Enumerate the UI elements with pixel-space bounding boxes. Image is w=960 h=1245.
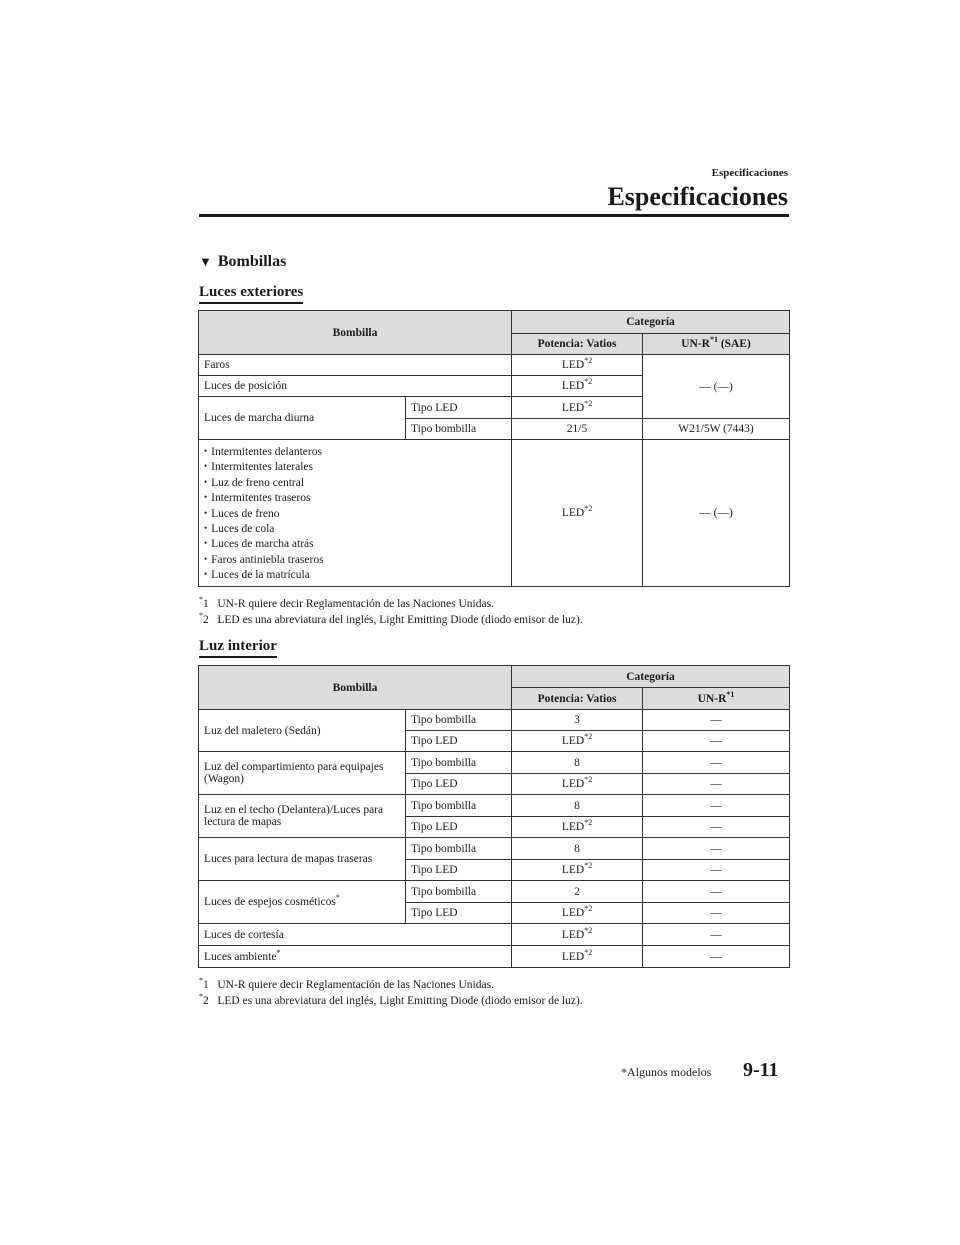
running-header-title: Especificaciones [607, 182, 788, 211]
header-unr-sae: $UN-R^{*1}$ (SAE) [643, 334, 790, 355]
watt-value: LED$^{*2}$ [512, 860, 643, 881]
table-row [199, 355, 790, 376]
standard-value: — [643, 817, 790, 838]
triangle-marker-icon: ▼ [199, 254, 212, 269]
bulb-name: Luces para lectura de mapas traseras [199, 838, 406, 881]
header-categoria: Categoría [512, 666, 790, 688]
footnote: *2 LED es una abreviatura del inglés, Light Emitting Diode (diodo emisor de luz). [199, 611, 583, 626]
watt-value: LED$^{*2}$ [512, 774, 643, 795]
standard-value: — (—) [643, 440, 790, 587]
standard-value: — [643, 731, 790, 752]
watt-value: 8 [512, 795, 643, 817]
exterior-subtitle: Luces exteriores [199, 284, 303, 304]
watt-value: LED$^{*2}$ [512, 376, 643, 397]
header-rule [199, 214, 789, 217]
running-header-small: Especificaciones [711, 167, 788, 179]
footnote: *1 UN-R quiere decir Reglamentación de las Naciones Unidas. [199, 976, 494, 991]
watt-value: LED$^{*2}$ [512, 355, 643, 376]
section-title [199, 253, 286, 271]
table-row [199, 752, 790, 774]
bulb-list-cell [199, 440, 512, 587]
bulb-type: Tipo LED [406, 903, 512, 924]
table-row [199, 838, 790, 860]
interior-subtitle: Luz interior [199, 638, 277, 658]
standard-value: — [643, 710, 790, 731]
bulb-type: Tipo LED [406, 731, 512, 752]
interior-footnotes [199, 977, 583, 1009]
bulb-type: Tipo LED [406, 774, 512, 795]
list-item: • Faros antiniebla traseros [204, 553, 506, 568]
standard-value: — [643, 838, 790, 860]
standard-value: — [643, 924, 790, 946]
bulb-name: Luz en el techo (Delantera)/Luces para lectura de mapas [199, 795, 406, 838]
watt-value: LED$^{*2}$ [512, 903, 643, 924]
bulb-type: Tipo bombilla [406, 838, 512, 860]
list-item: • Intermitentes delanteros [204, 445, 506, 460]
watt-value: LED$^{*2}$ [512, 397, 643, 419]
exterior-footnotes [199, 596, 583, 628]
bulb-name: Luces de cortesía [199, 924, 512, 946]
list-item: • Luces de la matrícula [204, 568, 506, 583]
bulb-name: Luces ambiente* [199, 946, 512, 968]
watt-value: LED$^{*2}$ [512, 924, 643, 946]
footnote: *2 LED es una abreviatura del inglés, Light Emitting Diode (diodo emisor de luz). [199, 992, 583, 1007]
standard-value: — [643, 860, 790, 881]
list-item: • Intermitentes traseros [204, 491, 506, 506]
header-categoria: Categoría [512, 311, 790, 334]
list-item: • Luces de cola [204, 522, 506, 537]
bulb-type: Tipo LED [406, 860, 512, 881]
page-number: 9-11 [743, 1059, 779, 1081]
header-bombilla: Bombilla [199, 311, 512, 355]
standard-value: — [643, 795, 790, 817]
watt-value: LED$^{*2}$ [512, 817, 643, 838]
bulb-name: Faros [199, 355, 512, 376]
bulb-type: Tipo bombilla [406, 752, 512, 774]
watt-value: LED$^{*2}$ [512, 946, 643, 968]
list-item: • Intermitentes laterales [204, 460, 506, 475]
standard-value: — [643, 752, 790, 774]
bulb-type: Tipo bombilla [406, 419, 512, 440]
header-unr: $UN-R^{*1}$ [643, 688, 790, 710]
standard-value: — [643, 946, 790, 968]
list-item: • Luces de freno [204, 507, 506, 522]
section-title-text: Bombillas [217, 253, 287, 270]
watt-value: 8 [512, 838, 643, 860]
footer-note: *Algunos modelos [621, 1065, 712, 1079]
exterior-lights-table [198, 310, 790, 587]
table-row [199, 710, 790, 731]
bulb-type: Tipo LED [406, 397, 512, 419]
bulb-type: Tipo bombilla [406, 881, 512, 903]
standard-value: — (—) [643, 355, 790, 419]
table-row [199, 924, 790, 946]
watt-value: 2 [512, 881, 643, 903]
watt-value: 8 [512, 752, 643, 774]
table-row [199, 795, 790, 817]
watt-value: LED$^{*2}$ [512, 731, 643, 752]
bulb-type: Tipo LED [406, 817, 512, 838]
bulb-type: Tipo bombilla [406, 710, 512, 731]
bulb-type: Tipo bombilla [406, 795, 512, 817]
table-row [199, 946, 790, 968]
bulb-name: Luces de espejos cosméticos* [199, 881, 406, 924]
table-row [199, 440, 790, 587]
standard-value: — [643, 903, 790, 924]
standard-value: — [643, 774, 790, 795]
header-potencia: Potencia: Vatios [512, 688, 643, 710]
bulb-name: Luz del compartimiento para equipajes (Wagon) [199, 752, 406, 795]
header-bombilla: Bombilla [199, 666, 512, 710]
watt-value: 3 [512, 710, 643, 731]
footnote: *1 UN-R quiere decir Reglamentación de las Naciones Unidas. [199, 595, 494, 610]
watt-value: 21/5 [512, 419, 643, 440]
table-row [199, 881, 790, 903]
standard-value: — [643, 881, 790, 903]
bulb-name: Luz del maletero (Sedán) [199, 710, 406, 752]
standard-value: W21/5W (7443) [643, 419, 790, 440]
interior-lights-table [198, 665, 790, 968]
watt-value: LED$^{*2}$ [512, 440, 643, 587]
bulb-list [204, 443, 506, 586]
bulb-name: Luces de posición [199, 376, 512, 397]
list-item: • Luz de freno central [204, 476, 506, 491]
list-item: • Luces de marcha atrás [204, 537, 506, 552]
bulb-name: Luces de marcha diurna [199, 397, 406, 440]
header-potencia: Potencia: Vatios [512, 334, 643, 355]
